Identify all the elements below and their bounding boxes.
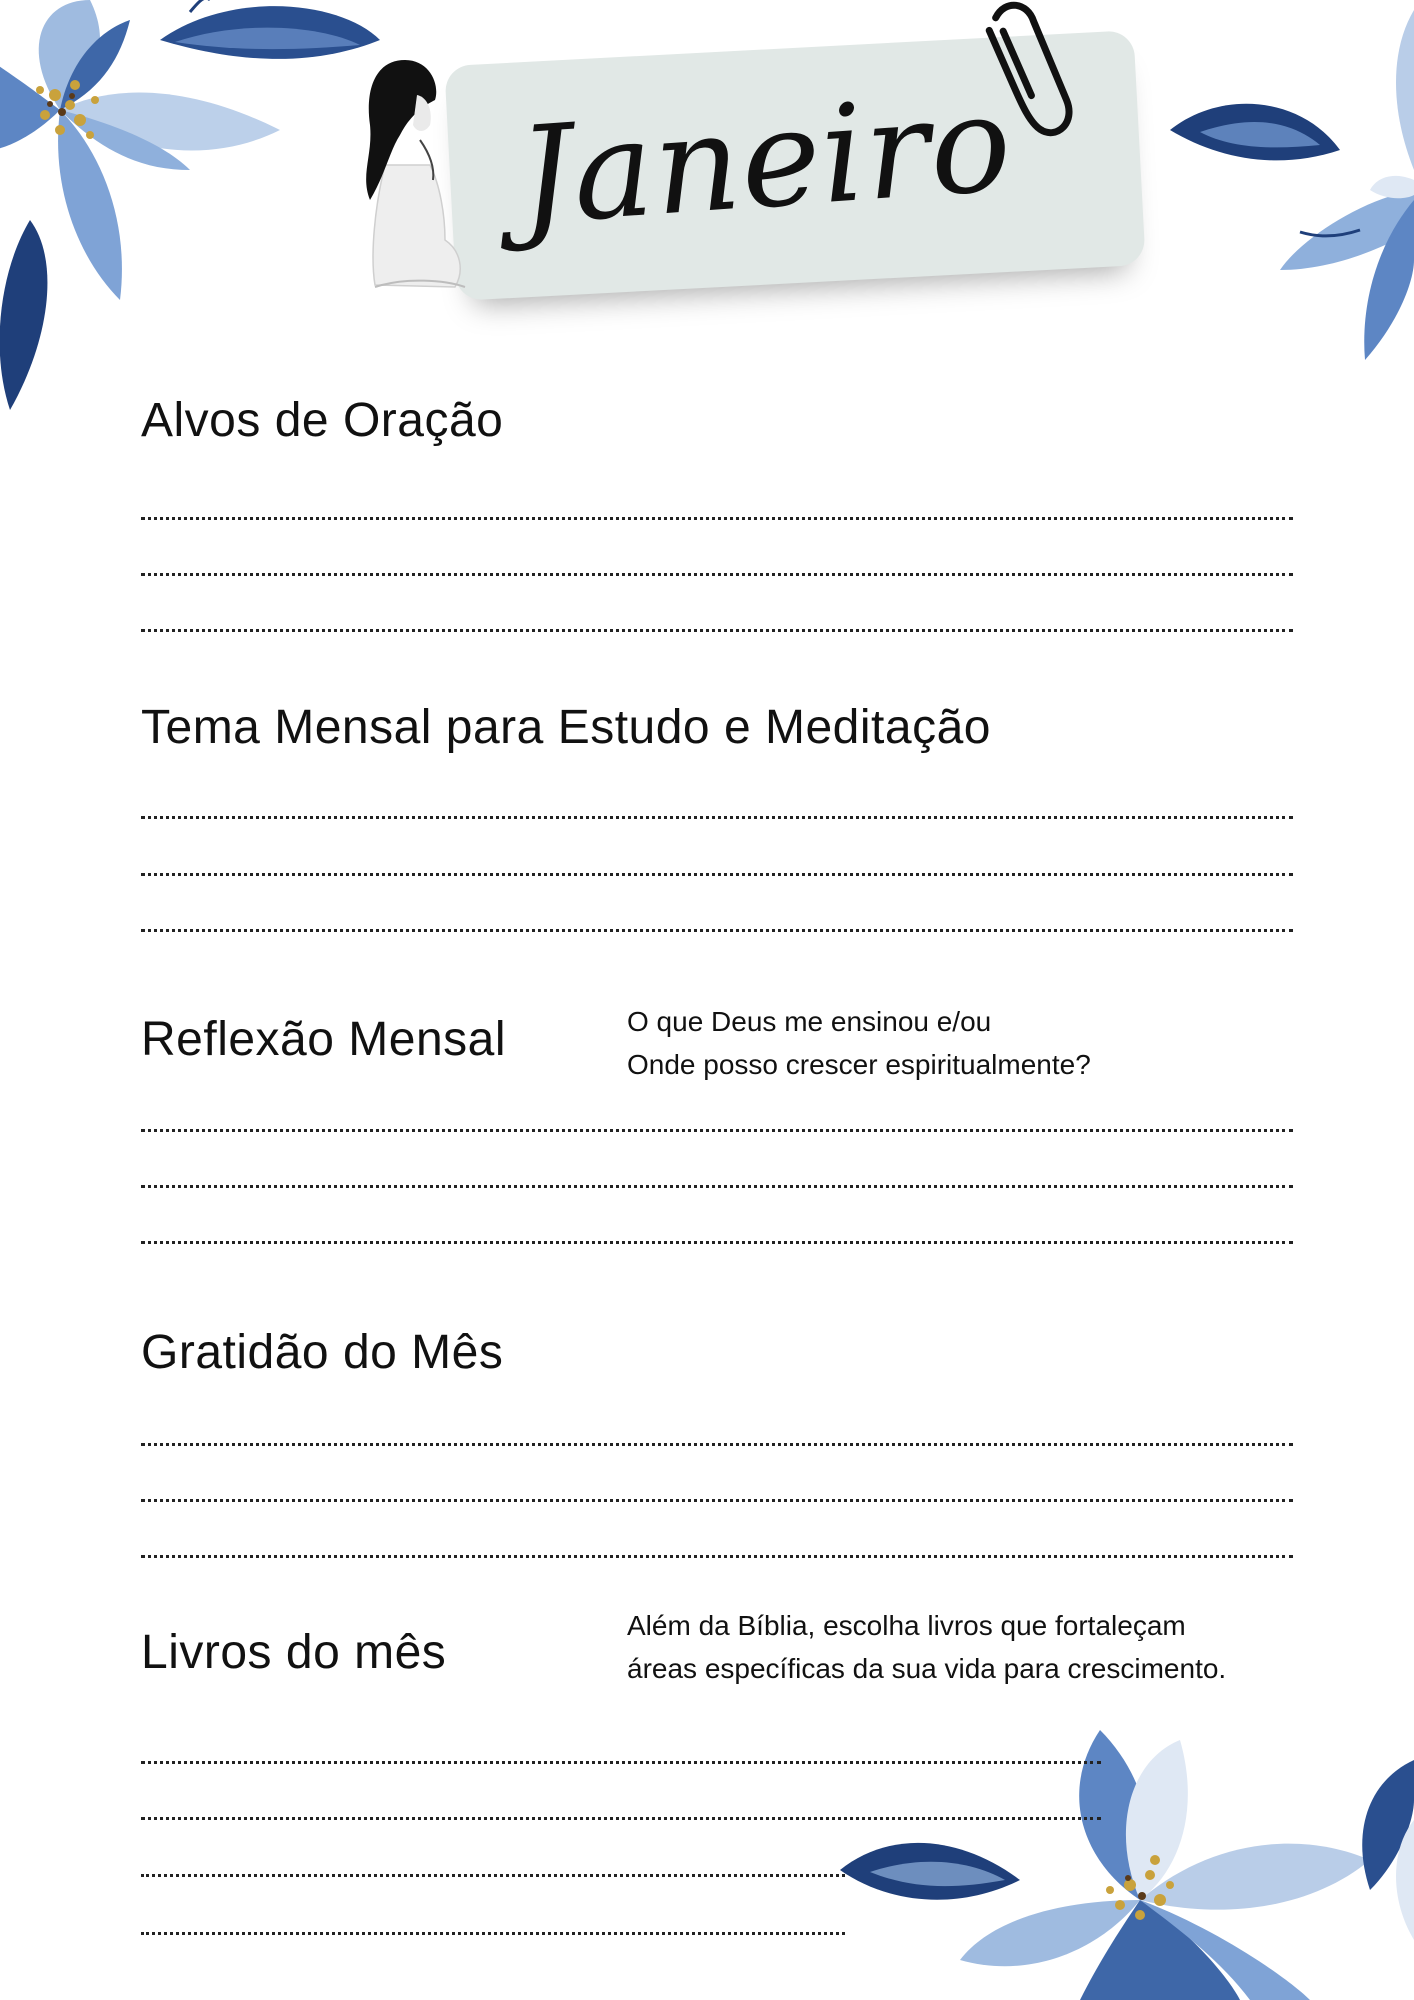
flower-top-right-illustration bbox=[1160, 0, 1414, 400]
writing-line[interactable] bbox=[141, 1817, 1101, 1820]
writing-line[interactable] bbox=[141, 573, 1293, 576]
section-note-line-2: áreas específicas da sua vida para crescimento. bbox=[627, 1653, 1227, 1684]
section-title-monthly-theme: Tema Mensal para Estudo e Meditação bbox=[141, 701, 991, 754]
flower-bottom-right-illustration bbox=[830, 1700, 1414, 2000]
praying-woman-illustration bbox=[345, 55, 485, 295]
writing-line[interactable] bbox=[141, 517, 1293, 520]
writing-line[interactable] bbox=[141, 1443, 1293, 1446]
writing-line[interactable] bbox=[141, 816, 1293, 819]
writing-line[interactable] bbox=[141, 1874, 845, 1877]
section-title-monthly-reflection: Reflexão Mensal bbox=[141, 1013, 507, 1066]
section-title-prayer-goals: Alvos de Oração bbox=[141, 394, 504, 447]
section-title-gratitude: Gratidão do Mês bbox=[141, 1326, 504, 1379]
writing-line[interactable] bbox=[141, 1129, 1293, 1132]
section-title-books: Livros do mês bbox=[141, 1626, 447, 1679]
writing-line[interactable] bbox=[141, 1761, 1101, 1764]
paperclip-icon bbox=[985, 0, 1075, 150]
section-note-line-1: Além da Bíblia, escolha livros que fortaleçam bbox=[627, 1610, 1186, 1641]
writing-line[interactable] bbox=[141, 1241, 1293, 1244]
writing-line[interactable] bbox=[141, 1555, 1293, 1558]
month-title: Janeiro bbox=[513, 64, 1017, 256]
writing-line[interactable] bbox=[141, 629, 1293, 632]
section-note-line-2: Onde posso crescer espiritualmente? bbox=[627, 1049, 1091, 1080]
writing-line[interactable] bbox=[141, 1499, 1293, 1502]
flower-top-left-illustration bbox=[0, 0, 400, 420]
writing-line[interactable] bbox=[141, 873, 1293, 876]
section-note-line-1: O que Deus me ensinou e/ou bbox=[627, 1006, 992, 1037]
writing-line[interactable] bbox=[141, 1185, 1293, 1188]
writing-line[interactable] bbox=[141, 1932, 845, 1935]
writing-line[interactable] bbox=[141, 929, 1293, 932]
